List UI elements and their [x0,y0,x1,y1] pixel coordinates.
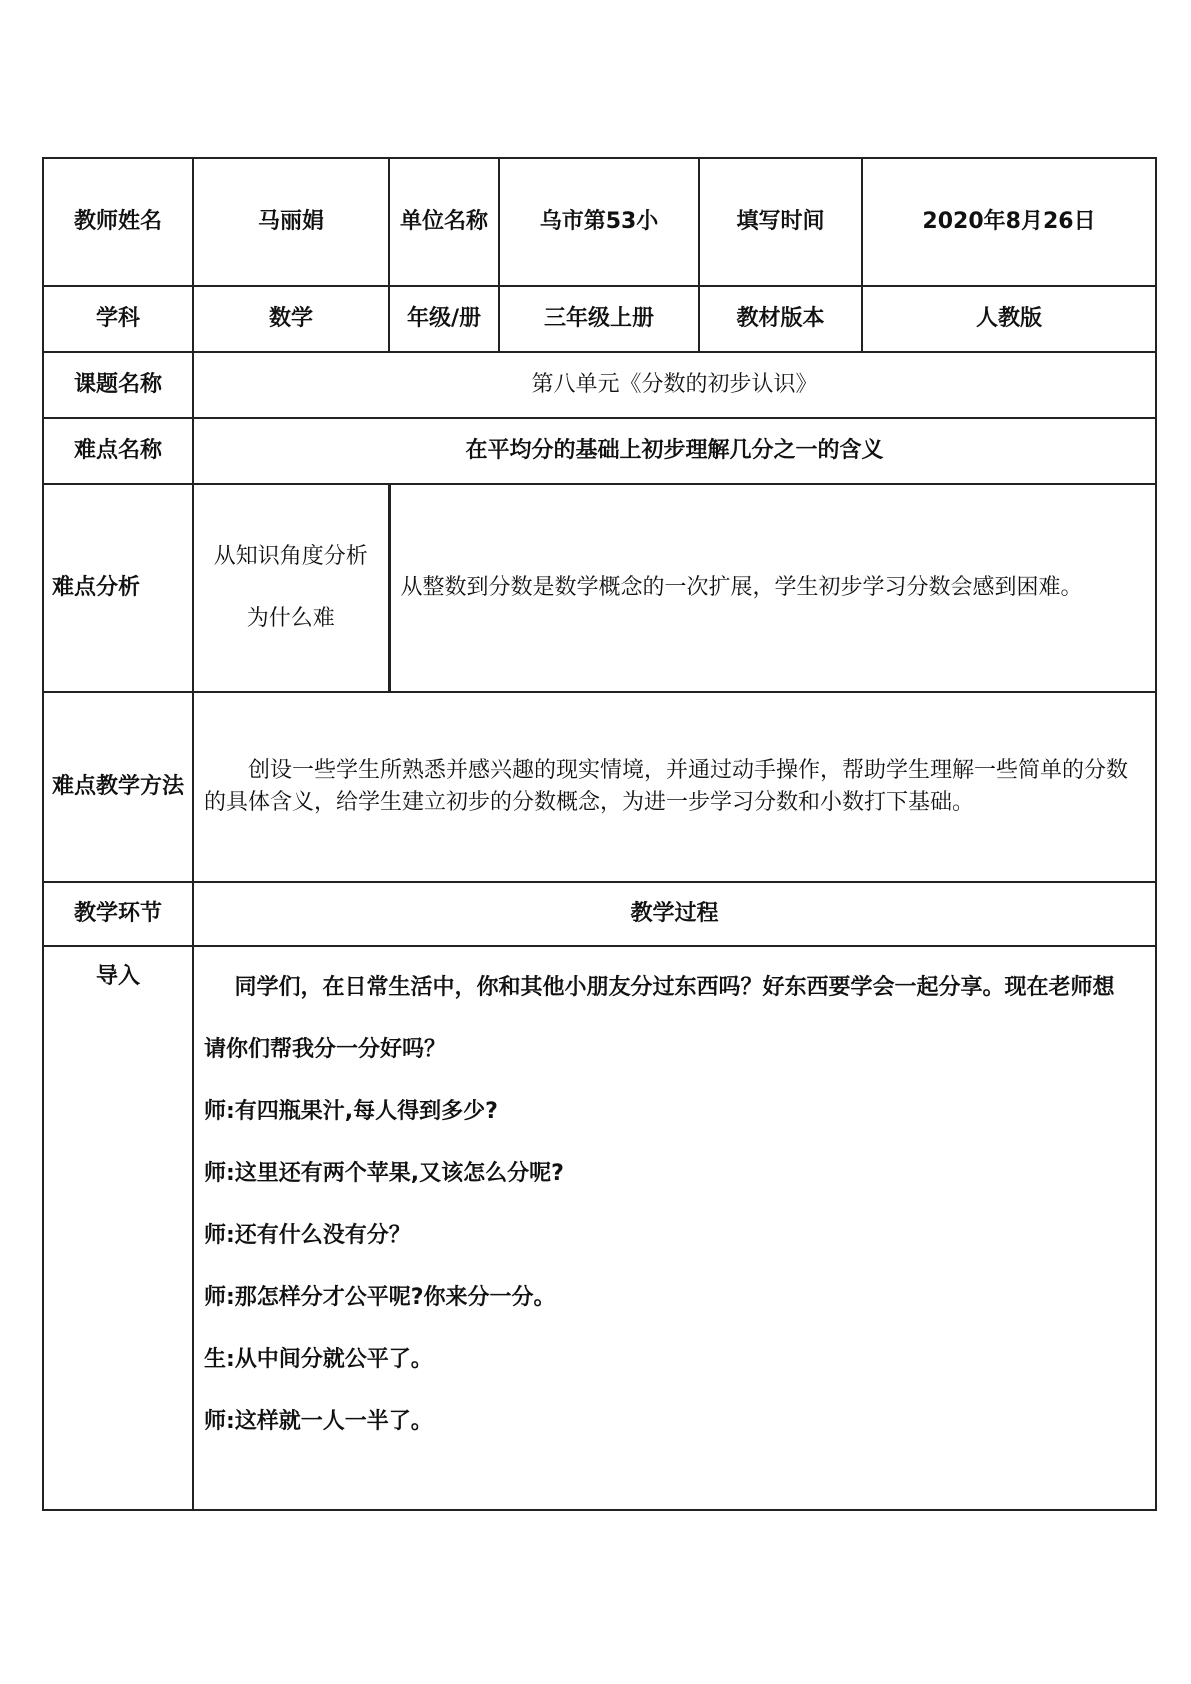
intro-label: 导入 [43,946,193,1510]
intro-row [43,946,1156,1510]
intro-content [193,946,1156,1510]
teacher-label: 教师姓名 [43,158,193,286]
intro-lead: 同学们，在日常生活中，你和其他小朋友分过东西吗？好东西要学会一起分享。现在老师想 [234,975,1115,1000]
unit-value: 乌市第53小 [499,158,699,286]
grade-value: 三年级上册 [499,286,699,352]
analysis-row [43,484,1156,692]
difficulty-value: 在平均分的基础上初步理解几分之一的含义 [193,418,1156,484]
edition-value: 人教版 [862,286,1156,352]
lesson-plan-table [42,157,1157,1511]
intro-line: 师:还有什么没有分？ [204,1223,411,1248]
process-header-row [43,882,1156,946]
analysis-sub-label: 从知识角度分析为什么难 [193,484,389,692]
analysis-text: 从整数到分数是数学概念的一次扩展，学生初步学习分数会感到困难。 [389,484,1156,692]
method-text: 创设一些学生所熟悉并感兴趣的现实情境，并通过动手操作，帮助学生理解一些简单的分数的具体含义，给学生建立初步的分数概念，为进一步学习分数和小数打下基础。 [193,692,1156,882]
date-label: 填写时间 [699,158,862,286]
intro-line: 师:有四瓶果汁,每人得到多少? [204,1099,498,1124]
method-label: 难点教学方法 [43,692,193,882]
subject-value: 数学 [193,286,389,352]
teacher-value: 马丽娟 [193,158,389,286]
intro-line: 师:这样就一人一半了。 [204,1409,433,1434]
edition-label: 教材版本 [699,286,862,352]
difficulty-label: 难点名称 [43,418,193,484]
date-value: 2020年8月26日 [862,158,1156,286]
analysis-label: 难点分析 [43,484,193,692]
stage-label: 教学环节 [43,882,193,946]
topic-row [43,352,1156,418]
intro-line: 师:那怎样分才公平呢?你来分一分。 [204,1285,556,1310]
intro-line: 请你们帮我分一分好吗？ [204,1037,447,1062]
topic-label: 课题名称 [43,352,193,418]
header-row [43,158,1156,286]
unit-label: 单位名称 [389,158,499,286]
topic-value: 第八单元《分数的初步认识》 [193,352,1156,418]
grade-label: 年级/册 [389,286,499,352]
method-row [43,692,1156,882]
intro-line: 生:从中间分就公平了。 [204,1347,433,1372]
process-label: 教学过程 [193,882,1156,946]
subject-row [43,286,1156,352]
subject-label: 学科 [43,286,193,352]
intro-line: 师:这里还有两个苹果,又该怎么分呢? [204,1161,564,1186]
difficulty-row [43,418,1156,484]
